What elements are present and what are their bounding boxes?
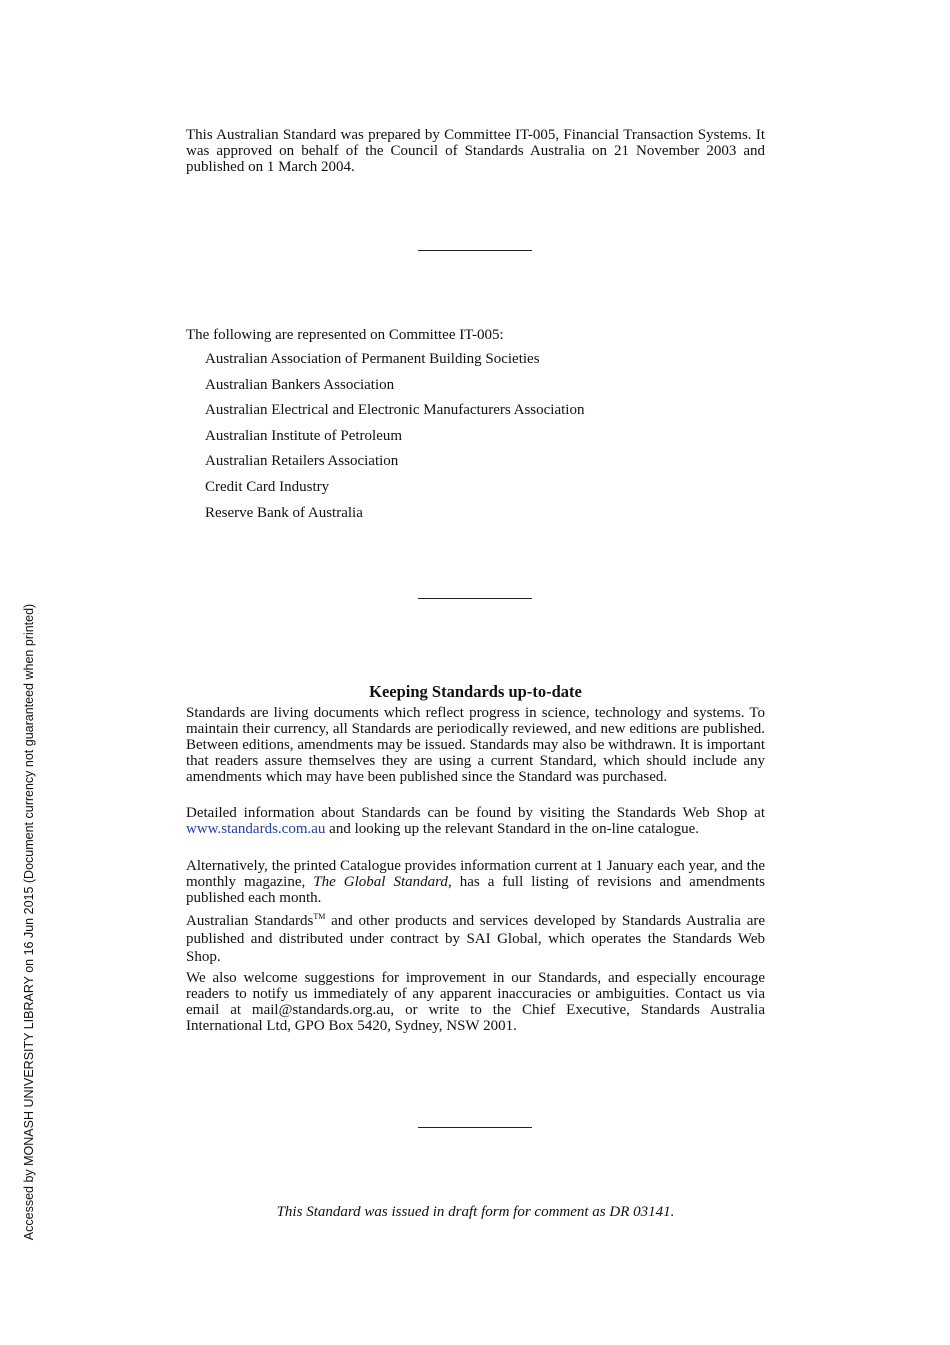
magazine-title: The Global Standard [313,874,448,890]
section-heading: Keeping Standards up-to-date [369,682,582,701]
paragraph-catalogue [186,858,765,906]
paragraph-living-documents: Standards are living documents which reflect progress in science, technology and systems. To maintain their currency, all Standards are periodically reviewed, and new editions are published. Between editions, amendments may be issued. Standards may also be withdrawn. It is important that readers assure themselves they are using a current Standard, which should include any amendments which may have been published since the Standard was purchased. [186,705,765,785]
paragraph-text: Australian Standards [186,913,314,929]
section-divider [418,1127,532,1128]
paragraph-web-shop [186,805,765,837]
standards-website-link[interactable]: www.standards.com.au [186,821,326,837]
paragraph-text: Alternatively, the printed Catalogue provides information current at 1 January each year, and the monthly magazine, [186,858,765,890]
committee-member: Australian Institute of Petroleum [205,427,403,444]
committee-member: Credit Card Industry [205,478,330,495]
paragraph-text: and looking up the relevant Standard in the on-line catalogue. [325,821,700,837]
approval-statement: This Australian Standard was prepared by Committee IT-005, Financial Transaction Systems. It was approved on behalf of the Council of Standards Australia on 21 November 2003 and published on 1 March 2004. [186,127,765,175]
section-divider [418,250,532,251]
paragraph-text: and other products and services developed by Standards Australia are published and distributed under contract by SAI Global, which operates the Standards Web Shop. [186,913,766,965]
section-divider [418,598,532,599]
trademark-mark: TM [313,912,326,921]
committee-member: Australian Retailers Association [205,453,399,470]
committee-intro: The following are represented on Committee IT-005: [186,327,504,343]
committee-member-list [205,350,584,529]
committee-member: Australian Bankers Association [205,376,395,393]
paragraph-sai-global [186,912,765,966]
paragraph-text: , has a full listing of revisions and amendments published each month. [186,874,765,906]
committee-member: Australian Electrical and Electronic Manufacturers Association [205,402,585,419]
committee-member: Reserve Bank of Australia [205,504,363,521]
access-watermark: Accessed by MONASH UNIVERSITY LIBRARY on 16 Jun 2015 (Document currency not guaranteed when printed) [22,603,36,1241]
paragraph-suggestions: We also welcome suggestions for improvement in our Standards, and especially encourage readers to notify us immediately of any apparent inaccuracies or ambiguities. Contact us via email at mail@standards.org.au, or write to the Chief Executive, Standards Australia International Ltd, GPO Box 5420, Sydney, NSW 2001. [186,970,765,1034]
paragraph-text: Detailed information about Standards can be found by visiting the Standards Web Shop at [186,805,765,821]
draft-note: This Standard was issued in draft form for comment as DR 03141. [276,1204,675,1220]
committee-member: Australian Association of Permanent Building Societies [205,351,540,367]
